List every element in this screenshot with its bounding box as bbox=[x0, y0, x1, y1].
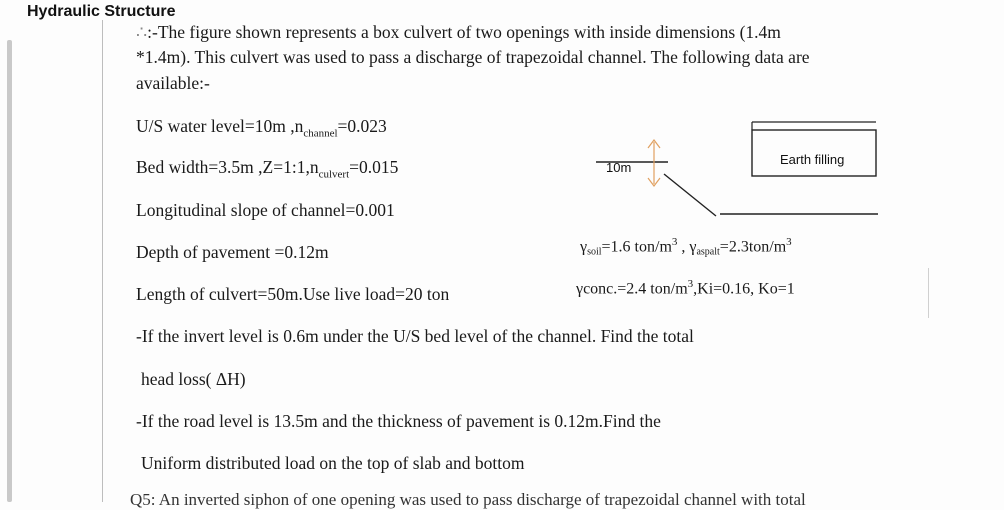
pavement-depth: Depth of pavement =0.12m bbox=[136, 242, 329, 262]
culvert-length: Length of culvert=50m.Use live load=20 ton bbox=[136, 284, 450, 304]
margin-line-right bbox=[928, 268, 929, 318]
conc-rest: ,Ki=0.16, Ko=1 bbox=[693, 280, 795, 298]
longitudinal-slope: Longitudinal slope of channel=0.001 bbox=[136, 200, 395, 220]
page-title: Hydraulic Structure bbox=[27, 3, 176, 20]
question-1-line-1: -If the invert level is 0.6m under the U/S bed level of the channel. Find the total bbox=[136, 326, 694, 346]
level-label: 10m bbox=[606, 160, 632, 175]
earth-filling-label: Earth filling bbox=[780, 152, 845, 167]
question-2-line-2: Uniform distributed load on the top of slab and bottom bbox=[141, 453, 525, 473]
aspalt-sub: aspalt bbox=[696, 246, 720, 258]
gamma-aspalt: γ bbox=[689, 238, 697, 256]
intro-prefix: :- bbox=[147, 22, 158, 42]
intro-line-1 bbox=[136, 22, 781, 43]
soil-sub: soil bbox=[587, 246, 602, 258]
soil-unit-sup: 3 bbox=[671, 236, 678, 248]
dots-icon: ∴ bbox=[136, 22, 148, 42]
margin-line bbox=[102, 20, 103, 502]
intro-text: The figure shown represents a box culvert of two openings with inside dimensions (1.4m bbox=[157, 22, 781, 42]
culvert-section-diagram bbox=[596, 118, 886, 228]
question-2-line-1: -If the road level is 13.5m and the thickness of pavement is 0.12m.Find the bbox=[136, 411, 661, 431]
unit-weights-concrete bbox=[576, 278, 795, 298]
us-level-label: U/S water level=10m ,n bbox=[136, 116, 304, 136]
conc-label: γconc.=2.4 ton/m bbox=[576, 280, 688, 298]
unit-weights-soil-aspalt bbox=[580, 236, 792, 257]
aspalt-unit-sup: 3 bbox=[786, 236, 792, 248]
bed-label: Bed width=3.5m ,Z=1:1,n bbox=[136, 157, 319, 177]
us-level-sub: channel bbox=[303, 127, 338, 140]
us-level-value: =0.023 bbox=[337, 116, 387, 136]
scrollbar-track[interactable] bbox=[7, 40, 12, 502]
bed-width bbox=[136, 157, 398, 181]
bed-sub: culvert bbox=[318, 168, 350, 181]
intro-line-3: available:- bbox=[136, 73, 210, 93]
question-1-line-2: head loss( ΔH) bbox=[141, 369, 246, 389]
conc-unit-sup: 3 bbox=[687, 278, 694, 290]
bed-value: =0.015 bbox=[349, 157, 399, 177]
aspalt-value: =2.3ton/m bbox=[719, 238, 787, 256]
us-water-level bbox=[136, 116, 387, 140]
density-sep: , bbox=[677, 238, 690, 256]
channel-bed-slope bbox=[664, 174, 716, 216]
gamma-soil: γ bbox=[580, 238, 588, 256]
soil-value: =1.6 ton/m bbox=[601, 238, 672, 256]
question-3-cut-line: Q5: An inverted siphon of one opening was used to pass discharge of trapezoidal channel with total bbox=[130, 490, 806, 509]
intro-line-2: *1.4m). This culvert was used to pass a discharge of trapezoidal channel. The following data are bbox=[136, 47, 810, 67]
